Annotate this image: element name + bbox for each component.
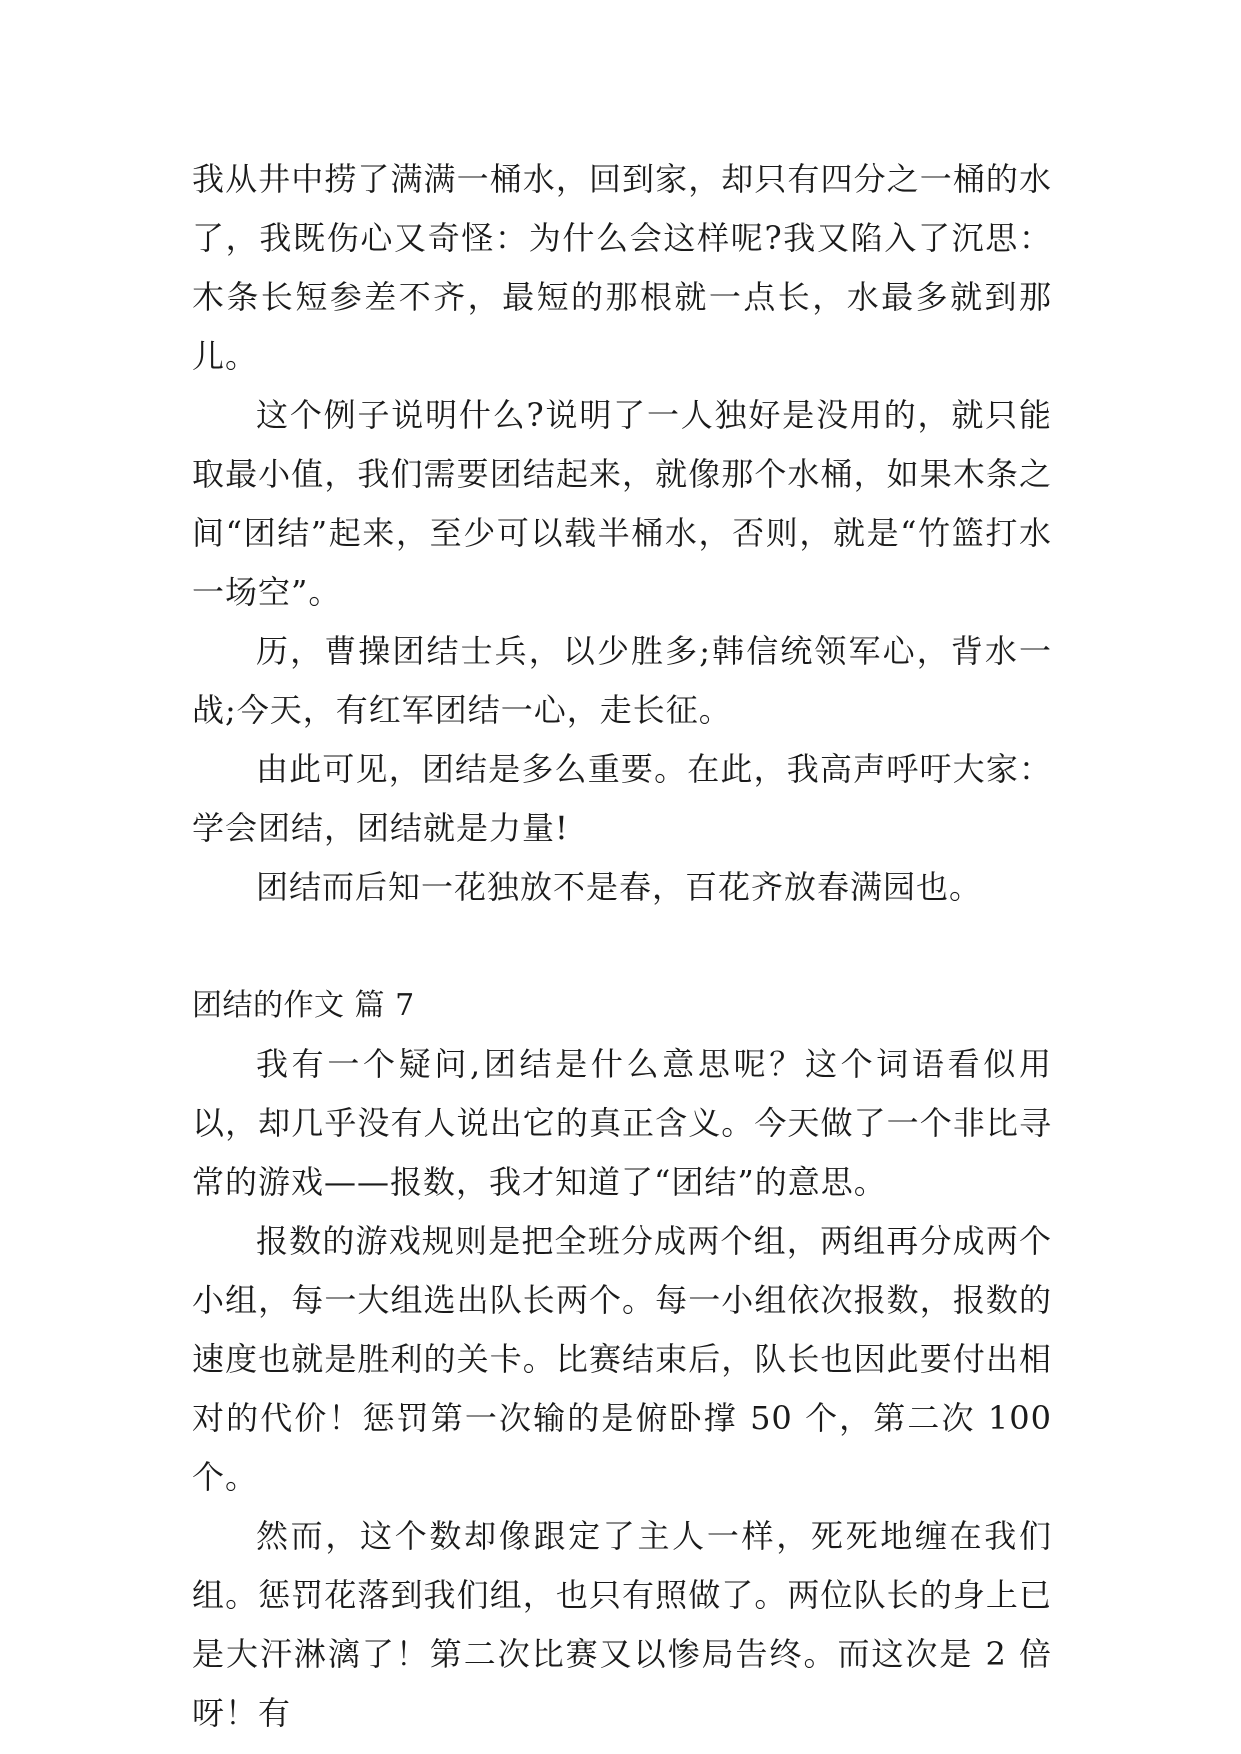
paragraph-conclusion: 由此可见，团结是多么重要。在此，我高声呼吁大家：学会团结，团结就是力量! bbox=[192, 750, 1052, 847]
document-body bbox=[192, 150, 1052, 1743]
section-spacer bbox=[192, 917, 1052, 976]
paragraph-history: 历，曹操团结士兵，以少胜多;韩信统领军心，背水一战;今天，有红军团结一心，走长征。 bbox=[192, 632, 1052, 729]
paragraph-game-rules: 报数的游戏规则是把全班分成两个组，两组再分成两个小组，每一大组选出队长两个。每一小组依次报数，报数的速度也就是胜利的关卡。比赛结束后，队长也因此要付出相对的代价！惩罚第一次输的是俯卧撑 50 个，第二次 100 个。 bbox=[192, 1222, 1052, 1496]
paragraph-well-water: 我从井中捞了满满一桶水，回到家，却只有四分之一桶的水了，我既伤心又奇怪：为什么会这样呢?我又陷入了沉思：木条长短参差不齐，最短的那根就一点长，水最多就到那儿。 bbox=[192, 160, 1052, 375]
paragraph-punishment: 然而，这个数却像跟定了主人一样，死死地缠在我们组。惩罚花落到我们组，也只有照做了。两位队长的身上已是大汗淋漓了！第二次比赛又以惨局告终。而这次是 2 倍呀！有 bbox=[192, 1517, 1052, 1732]
paragraph-closing: 团结而后知一花独放不是春，百花齐放春满园也。 bbox=[256, 868, 983, 906]
section-title: 团结的作文 篇 7 bbox=[192, 988, 415, 1023]
paragraph-bucket-example: 这个例子说明什么?说明了一人独好是没用的，就只能取最小值，我们需要团结起来，就像那个水桶，如果木条之间“团结”起来，至少可以载半桶水，否则，就是“竹篮打水一场空”。 bbox=[192, 396, 1052, 611]
paragraph-question: 我有一个疑问,团结是什么意思呢？这个词语看似用以，却几乎没有人说出它的真正含义。今天做了一个非比寻常的游戏——报数，我才知道了“团结”的意思。 bbox=[192, 1045, 1052, 1201]
